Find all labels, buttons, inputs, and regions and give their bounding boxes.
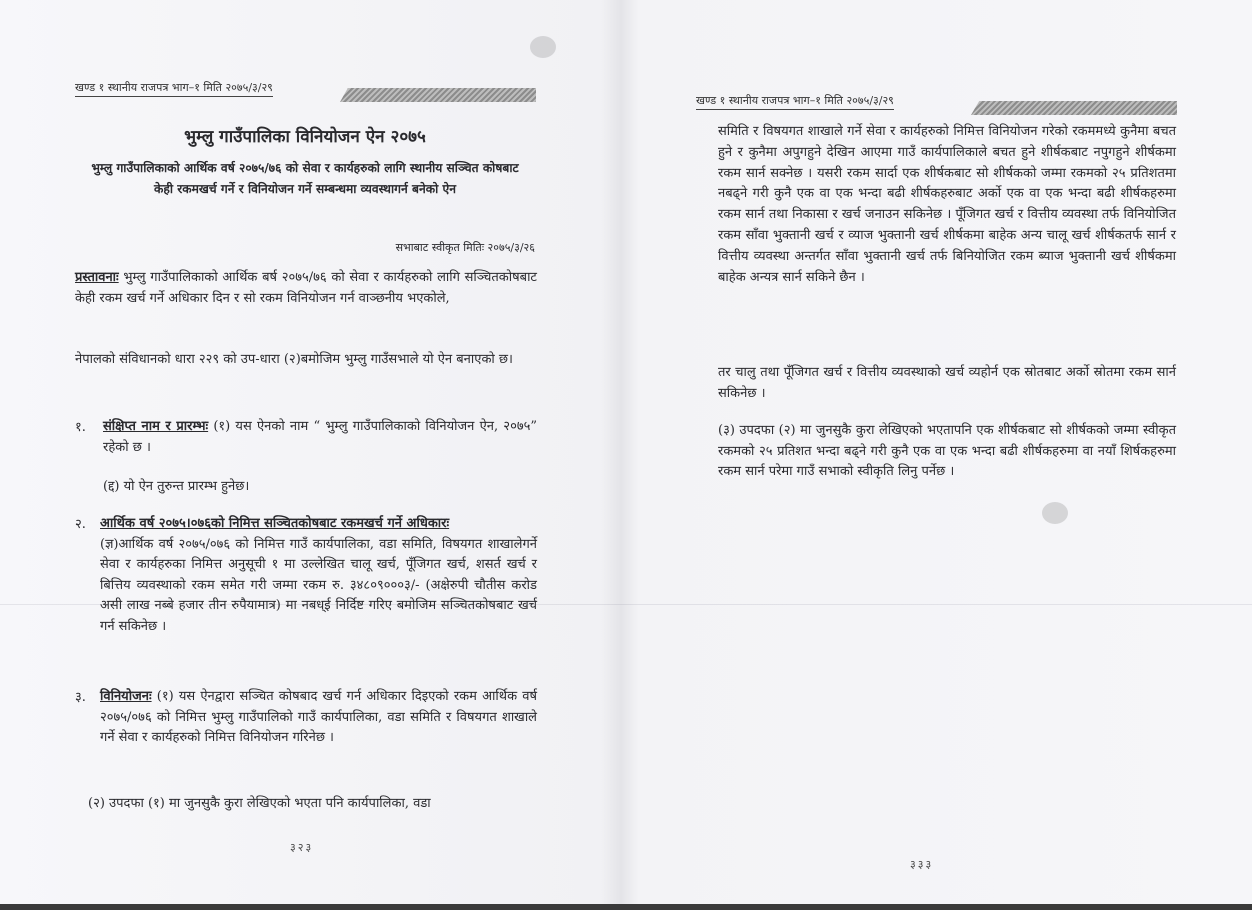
header-rule xyxy=(971,101,1177,115)
header-text: खण्ड १ स्थानीय राजपत्र भाग–१ मिति २०७५/३/२९ xyxy=(696,93,894,110)
section-2 xyxy=(100,514,537,637)
constitution-clause: नेपालको संविधानको धारा २२९ को उप-धारा (२)बमोजिम भुम्लु गाउँसभाले यो ऐन बनाएको छ। xyxy=(75,352,513,367)
section-1-heading: संक्षिप्त नाम र प्रारम्भः xyxy=(103,419,209,434)
section-3-sub2: (२) उपदफा (१) मा जुनसुकै कुरा लेखिएको भएता पनि कार्यपालिका, वडा xyxy=(88,796,431,811)
section-2-heading: आर्थिक वर्ष २०७५।०७६को निमित्त सञ्चितकोषबाट रकमखर्च गर्ने अधिकारः xyxy=(100,516,450,531)
header-text: खण्ड १ स्थानीय राजपत्र भाग–१ मिति २०७५/३/२९ xyxy=(75,80,273,97)
scan-edge xyxy=(0,904,1252,910)
section-1 xyxy=(103,417,537,458)
section-1-sub2: (द्द) यो ऐन तुरुन्त प्रारम्भ हुनेछ। xyxy=(103,479,250,494)
section-number: ३. xyxy=(75,690,86,705)
continued-paragraph: समिति र विषयगत शाखाले गर्ने सेवा र कार्यहरुको निमित्त विनियोजन गरेको रकममध्ये कुनैमा बचत हुने र कुनैमा अपुगहुने देखिन आएमा गाउँ कार्यपालिकाले बचत हुने शीर्षकबाट नपुगहुने शीर्षकमा रकम सार्न सक्नेछ । यसरी रकम सार्दा एक शीर्षकबाट सो शीर्षकको जम्मा रकमको २५ प्रतिशतमा नबढ्ने गरी कुनै एक वा एक भन्दा बढी शीर्षकहरुबाट अर्को एक वा एक भन्दा बढी शीर्षकहरुमा रकम सार्न तथा निकासा र खर्च जनाउन सकिनेछ । पूँजिगत खर्च र वित्तीय व्यवस्था तर्फ विनियोजित रकम साँवा भुक्तानी खर्च र व्याज भुक्तानी खर्च शीर्षकमा बाहेक अन्य चालू खर्च शीर्षकतर्फ सार्न र वित्तीय व्यवस्था अन्तर्गत साँवा भुक्तानी खर्च तर्फ बिनियोजित रकम ब्याज भुक्तानी खर्च शीर्षकमा बाहेक अन्यत्र सार्न सकिने छैन । xyxy=(718,124,1176,285)
section-number: २. xyxy=(75,517,86,532)
right-page xyxy=(626,0,1252,910)
section-3-heading: विनियोजनः xyxy=(100,689,152,704)
page-number: ३२३ xyxy=(290,841,314,854)
preamble xyxy=(75,268,537,309)
act-subtitle: भुम्लु गाउँपालिकाको आर्थिक वर्ष २०७५/७६ को सेवा र कार्यहरुको लागि स्थानीय सञ्चित कोषबाट केही रकमखर्च गर्ने र विनियोजन गर्ने सम्बन्धमा व्यवस्थागर्न बनेको ऐन xyxy=(91,161,519,196)
page-number: ३३३ xyxy=(910,858,934,871)
passed-date: सभाबाट स्वीकृत मितिः २०७५/३/२६ xyxy=(395,241,535,254)
left-page xyxy=(0,0,625,910)
section-2-text: (ज्ञ)आर्थिक वर्ष २०७५/०७६ को निमित्त गाउँ कार्यपालिका, वडा समिति, विषयगत शाखालेगर्ने सेवा र कार्यहरुका निमित्त अनुसूची १ मा उल्लेखित चालू खर्च, पूँजिगत खर्च, शसर्त खर्च र बित्तिय व्यवस्थाको रकम समेत गरी जम्मा रकम रु. ३४८०९०००३/- (अक्षेरुपी चौतीस करोड असी लाख नब्बे हजार तीन रुपैयामात्र) मा नबध्ई निर्दिष्ट गरिए बमोजिम सञ्चितकोषबाट खर्च गर्न सकिनेछ । xyxy=(100,536,537,634)
page-header xyxy=(75,80,273,97)
section-1-text: (१) यस ऐनको नाम “ भुम्लु गाउँपालिकाको विनियोजन ऐन, २०७५” रहेको छ । xyxy=(103,419,537,455)
section-3 xyxy=(100,687,537,749)
header-rule xyxy=(340,88,536,102)
section-3-text: (१) यस ऐनद्वारा सञ्चित कोषबाद खर्च गर्न अधिकार दिइएको रकम आर्थिक वर्ष २०७५/०७६ को निमित्त भुम्लु गाउँपालिको गाउँ कार्यपालिका, वडा समिति र विषयगत शाखाले गर्ने सेवा र कार्यहरुको निमित्त विनियोजन गरिनेछ । xyxy=(100,689,537,745)
page-header xyxy=(696,93,894,110)
preamble-heading: प्रस्तावनाः xyxy=(75,270,119,285)
preamble-text: भुम्लु गाउँपालिकाको आर्थिक बर्ष २०७५/७६ को सेवा र कार्यहरुको लागि सञ्चितकोषबाट केही रकम खर्च गर्ने अधिकार दिन र सो रकम विनियोजन गर्न वाञ्छनीय भएकोले, xyxy=(75,270,537,306)
section-number: १. xyxy=(75,420,86,435)
subsection-3: (३) उपदफा (२) मा जुनसुकै कुरा लेखिएको भएतापनि एक शीर्षकबाट सो शीर्षकको जम्मा स्वीकृत रकमको २५ प्रतिशत भन्दा बढ्ने गरी कुनै एक वा एक भन्दा बढी शीर्षकहरुमा वा नयाँ शिर्षकहरुमा रकम सार्न परेमा गाउँ सभाको स्वीकृति लिनु पर्नेछ । xyxy=(718,423,1176,479)
proviso-paragraph: तर चालु तथा पूँजिगत खर्च र वित्तीय व्यवस्थाको खर्च व्यहोर्न एक स्रोतबाट अर्को स्रोतमा रकम सार्न सकिनेछ । xyxy=(718,365,1176,401)
act-title: भुम्लु गाउँपालिका विनियोजन ऐन २०७५ xyxy=(184,127,426,147)
